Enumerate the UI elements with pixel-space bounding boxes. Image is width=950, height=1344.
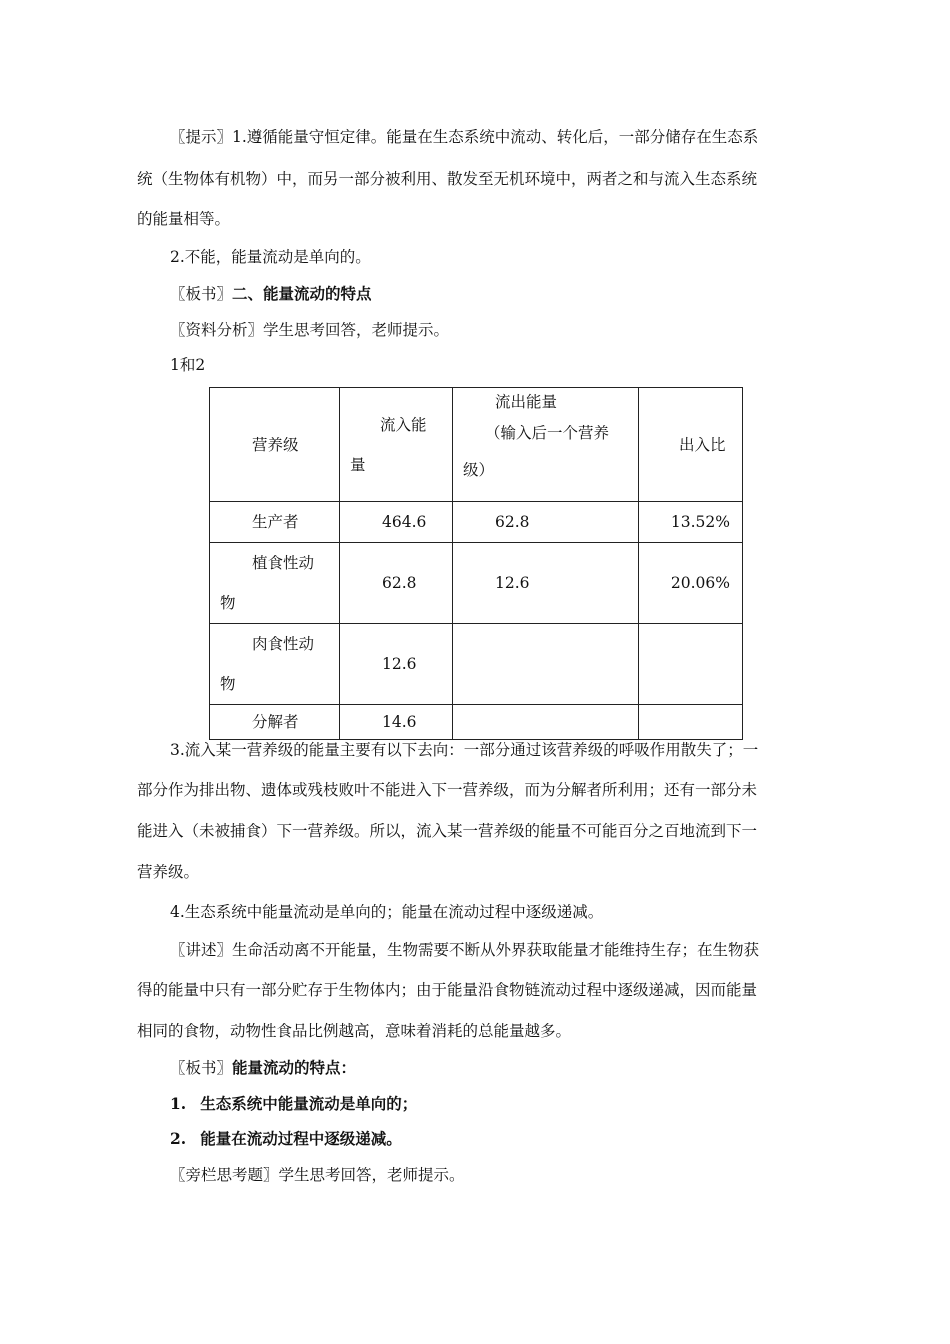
header-level: 营养级 — [210, 388, 340, 502]
lecture-line-1: 〖讲述〗生命活动离不开能量，生物需要不断从外界获取能量才能维持生存；在生物获 — [170, 941, 760, 959]
paragraph-3-line-1: 3.流入某一营养级的能量主要有以下去向：一部分通过该营养级的呼吸作用散失了；一 — [170, 741, 759, 759]
cell-out — [453, 705, 639, 740]
cell-in: 12.6 — [340, 624, 453, 705]
table-header-row — [210, 388, 743, 502]
lecture-line-2: 得的能量中只有一部分贮存于生物体内；由于能量沿食物链流动过程中逐级递减，因而能量 — [137, 981, 758, 999]
table-row — [210, 705, 743, 740]
cell-ratio: 13.52% — [639, 502, 743, 543]
cell-ratio — [639, 624, 743, 705]
cell-level: 植食性动 物 — [210, 543, 340, 624]
board-item-2 — [170, 1129, 402, 1149]
hint-line-3: 的能量相等。 — [137, 210, 231, 228]
hint-2: 2.不能，能量流动是单向的。 — [170, 248, 371, 266]
cell-level: 生产者 — [210, 502, 340, 543]
board-title: 能量流动的特点： — [232, 1058, 357, 1077]
cell-out: 62.8 — [453, 502, 639, 543]
paragraph-3-line-2: 部分作为排出物、遗体或残枝败叶不能进入下一营养级，而为分解者所利用；还有一部分未 — [137, 781, 758, 799]
table-row — [210, 543, 743, 624]
analysis-line: 〖资料分析〗学生思考回答，老师提示。 — [170, 321, 450, 339]
board-item-text: 生态系统中能量流动是单向的； — [200, 1094, 418, 1113]
header-in: 流入能 量 — [340, 388, 453, 502]
cell-ratio — [639, 705, 743, 740]
cell-in: 464.6 — [340, 502, 453, 543]
table-row — [210, 502, 743, 543]
header-ratio: 出入比 — [639, 388, 743, 502]
cell-in: 14.6 — [340, 705, 453, 740]
cell-out: 12.6 — [453, 543, 639, 624]
board-prefix: 〖板书〗 — [170, 1059, 233, 1077]
lecture-line-3: 相同的食物，动物性食品比例越高，意味着消耗的总能量越多。 — [137, 1022, 572, 1040]
board-heading-1 — [170, 284, 372, 304]
board-item-text: 能量在流动过程中逐级递减。 — [200, 1129, 402, 1148]
sidebar-question-line: 〖旁栏思考题〗学生思考回答，老师提示。 — [170, 1166, 465, 1184]
energy-flow-table — [209, 387, 743, 740]
hint-line-1: 〖提示〗1.遵循能量守恒定律。能量在生态系统中流动、转化后，一部分储存在生态系 — [170, 128, 759, 146]
table-row — [210, 624, 743, 705]
board-item-1 — [170, 1094, 417, 1114]
cell-out — [453, 624, 639, 705]
paragraph-3-line-4: 营养级。 — [137, 863, 200, 881]
cell-ratio: 20.06% — [639, 543, 743, 624]
board-title: 二、能量流动的特点 — [232, 284, 372, 303]
hint-line-2: 统（生物体有机物）中，而另一部分被利用、散发至无机环境中，两者之和与流入生态系统 — [137, 170, 758, 188]
paragraph-4: 4.生态系统中能量流动是单向的；能量在流动过程中逐级递减。 — [170, 903, 604, 921]
paragraph-3-line-3: 能进入（未被捕食）下一营养级。所以，流入某一营养级的能量不可能百分之百地流到下一 — [137, 822, 758, 840]
question-ref: 1和2 — [170, 356, 206, 374]
cell-in: 62.8 — [340, 543, 453, 624]
board-item-number: 2. — [170, 1129, 187, 1148]
board-item-number: 1. — [170, 1094, 187, 1113]
board-prefix: 〖板书〗 — [170, 285, 233, 303]
header-out: 流出能量 （输入后一个营养 级） — [453, 388, 639, 502]
cell-level: 肉食性动 物 — [210, 624, 340, 705]
board-heading-2 — [170, 1058, 356, 1078]
cell-level: 分解者 — [210, 705, 340, 740]
